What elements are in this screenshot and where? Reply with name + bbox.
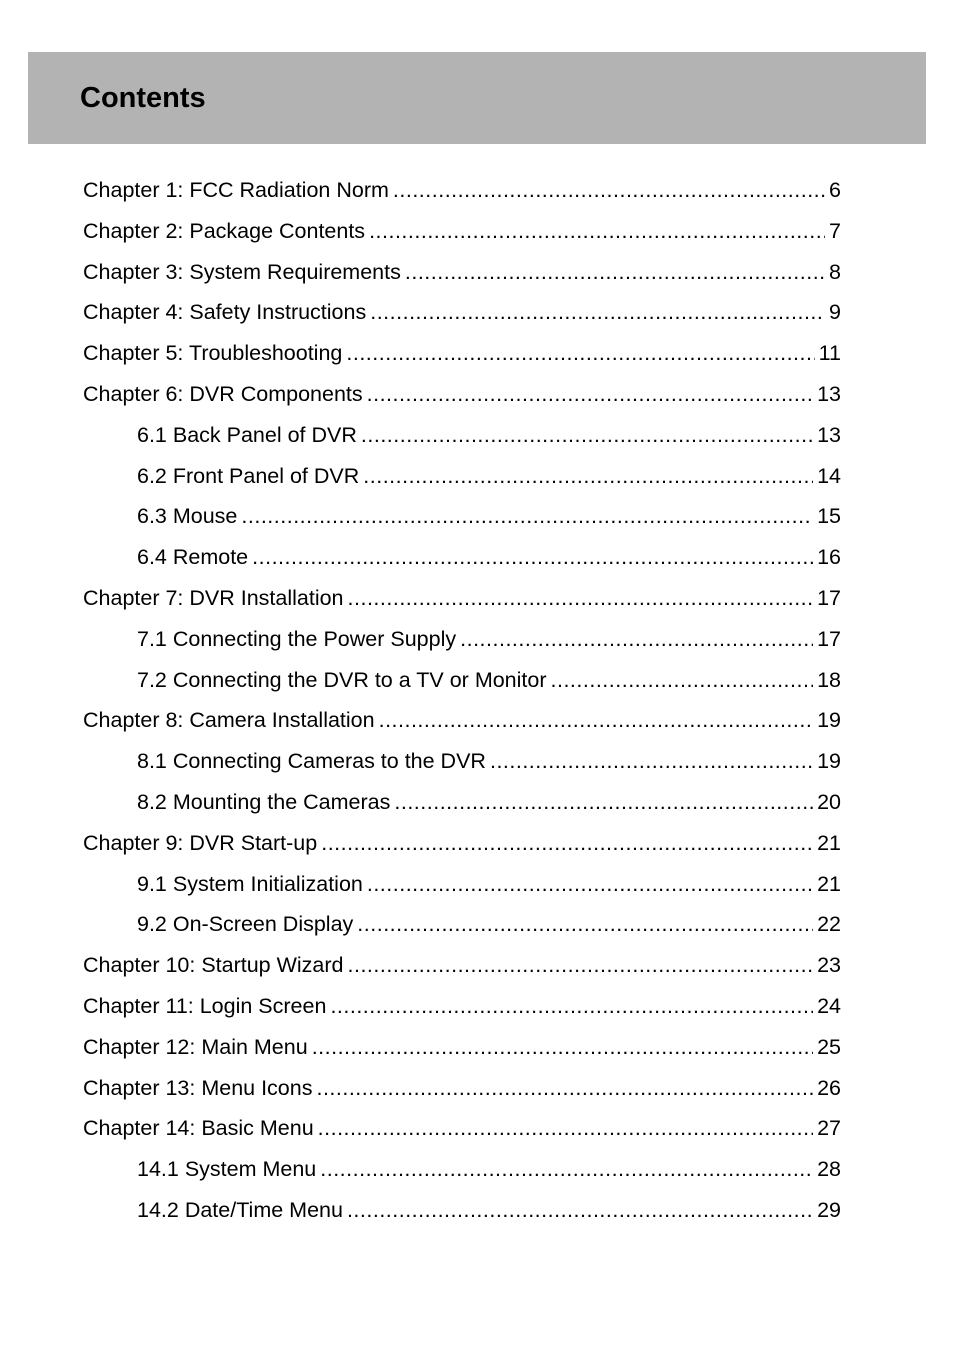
toc-entry[interactable] [83,782,841,823]
table-of-contents [83,170,841,1231]
toc-entry-page-number: 16 [817,545,841,570]
toc-entry[interactable] [83,1149,841,1190]
toc-entry-page-number: 18 [817,667,841,692]
toc-entry-page-number: 13 [817,381,841,406]
toc-dot-leader [241,496,813,537]
toc-entry[interactable] [83,1190,841,1231]
toc-entry-page-number: 13 [817,422,841,447]
toc-entry-page-number: 7 [829,218,841,243]
toc-entry-page-number: 24 [817,993,841,1018]
toc-dot-leader [405,252,825,293]
toc-entry-label: Chapter 14: Basic Menu [83,1116,314,1141]
toc-entry-label: Chapter 13: Menu Icons [83,1075,313,1100]
toc-dot-leader [320,1149,813,1190]
toc-dot-leader [252,537,813,578]
toc-entry[interactable] [83,1027,841,1068]
toc-entry-label: Chapter 1: FCC Radiation Norm [83,178,389,202]
toc-entry-page-number: 17 [817,585,841,610]
toc-entry-label: Chapter 4: Safety Instructions [83,300,367,325]
toc-entry-label: Chapter 5: Troubleshooting [83,341,343,366]
toc-dot-leader [460,619,813,660]
toc-dot-leader [370,292,825,333]
toc-dot-leader [316,1068,813,1109]
toc-entry-page-number: 29 [817,1197,841,1222]
toc-entry[interactable] [83,741,841,782]
toc-entry[interactable] [83,945,841,986]
toc-entry[interactable] [83,537,841,578]
toc-dot-leader [367,374,813,415]
toc-entry-label: 9.2 On-Screen Display [137,912,354,937]
toc-entry-label: 9.1 System Initialization [137,871,363,896]
toc-entry-label: 14.2 Date/Time Menu [137,1197,343,1222]
toc-entry[interactable] [83,374,841,415]
toc-entry-page-number: 21 [817,830,841,855]
toc-entry[interactable] [83,1068,841,1109]
toc-entry-page-number: 15 [817,504,841,529]
toc-entry[interactable] [83,292,841,333]
toc-entry-label: Chapter 7: DVR Installation [83,585,344,610]
toc-entry-label: 6.4 Remote [137,545,249,570]
toc-entry-page-number: 8 [829,259,841,284]
toc-dot-leader [312,1027,813,1068]
toc-dot-leader [379,700,813,741]
toc-entry[interactable] [83,904,841,945]
toc-dot-leader [551,660,814,701]
toc-entry-page-number: 17 [817,626,841,651]
toc-entry-page-number: 11 [818,341,841,366]
toc-dot-leader [357,904,813,945]
toc-entry-label: Chapter 6: DVR Components [83,381,363,406]
toc-entry-label: Chapter 8: Camera Installation [83,708,375,733]
toc-dot-leader [318,1108,813,1149]
toc-dot-leader [490,741,813,782]
page-title: Contents [80,82,206,114]
toc-entry-page-number: 6 [829,178,841,202]
toc-entry-label: Chapter 11: Login Screen [83,993,327,1018]
toc-entry[interactable] [83,619,841,660]
toc-entry-label: 8.2 Mounting the Cameras [137,789,391,814]
toc-entry-page-number: 21 [817,871,841,896]
toc-entry-label: Chapter 12: Main Menu [83,1034,308,1059]
toc-entry-label: Chapter 10: Startup Wizard [83,953,344,978]
toc-entry-page-number: 26 [817,1075,841,1100]
toc-entry-label: 6.3 Mouse [137,504,238,529]
toc-entry-page-number: 22 [817,912,841,937]
toc-entry[interactable] [83,660,841,701]
toc-entry[interactable] [83,864,841,905]
toc-entry[interactable] [83,170,841,211]
toc-dot-leader [393,170,825,211]
toc-entry-page-number: 9 [829,300,841,325]
toc-entry[interactable] [83,496,841,537]
toc-entry[interactable] [83,700,841,741]
toc-entry-page-number: 27 [817,1116,841,1141]
toc-entry-label: 6.1 Back Panel of DVR [137,422,357,447]
toc-dot-leader [367,864,813,905]
toc-entry-label: 14.1 System Menu [137,1157,317,1182]
toc-entry[interactable] [83,252,841,293]
toc-entry-label: 8.1 Connecting Cameras to the DVR [137,749,486,774]
toc-entry[interactable] [83,211,841,252]
toc-entry-label: 7.1 Connecting the Power Supply [137,626,457,651]
toc-dot-leader [369,211,825,252]
toc-dot-leader [363,456,813,497]
toc-entry[interactable] [83,456,841,497]
toc-entry-label: 7.2 Connecting the DVR to a TV or Monitor [137,667,547,692]
toc-entry[interactable] [83,415,841,456]
toc-entry-page-number: 19 [817,708,841,733]
toc-entry-label: Chapter 9: DVR Start-up [83,830,318,855]
toc-entry-page-number: 19 [817,749,841,774]
toc-entry-page-number: 23 [817,953,841,978]
toc-dot-leader [348,578,814,619]
toc-dot-leader [346,333,814,374]
toc-dot-leader [348,945,814,986]
toc-dot-leader [394,782,813,823]
toc-dot-leader [361,415,813,456]
toc-entry-page-number: 25 [817,1034,841,1059]
toc-entry-page-number: 14 [817,463,841,488]
toc-entry[interactable] [83,333,841,374]
contents-header-bar [28,52,926,144]
toc-entry[interactable] [83,986,841,1027]
toc-entry[interactable] [83,1108,841,1149]
toc-entry-page-number: 28 [817,1157,841,1182]
toc-entry-label: 6.2 Front Panel of DVR [137,463,360,488]
toc-entry[interactable] [83,823,841,864]
toc-entry-label: Chapter 3: System Requirements [83,259,401,284]
toc-dot-leader [347,1190,813,1231]
toc-dot-leader [321,823,813,864]
toc-entry-label: Chapter 2: Package Contents [83,218,366,243]
toc-entry-page-number: 20 [817,789,841,814]
toc-dot-leader [330,986,813,1027]
toc-entry[interactable] [83,578,841,619]
